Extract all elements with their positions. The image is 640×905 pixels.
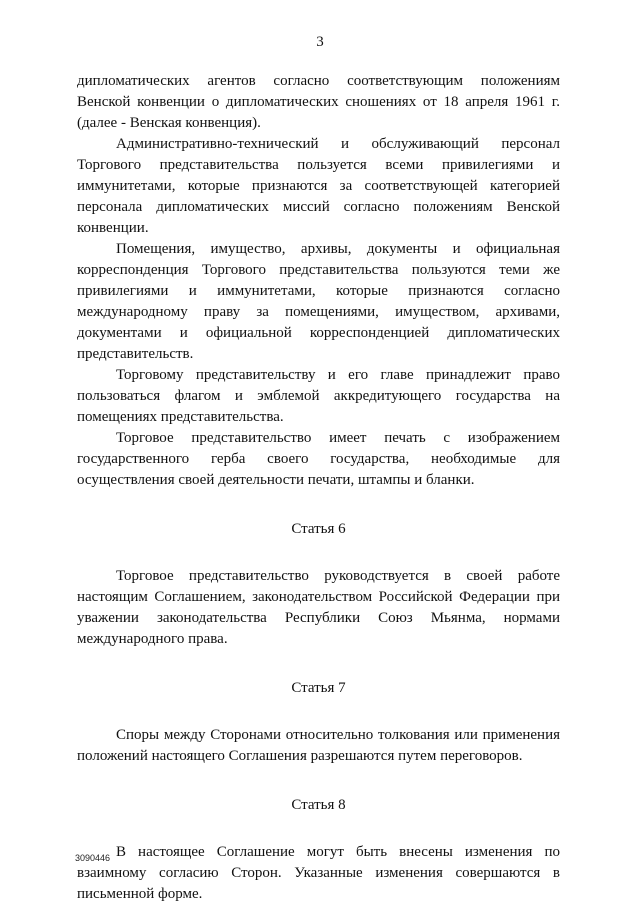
article-8-heading: Статья 8	[291, 797, 346, 813]
paragraph-premises-immunity: Помещения, имущество, архивы, документы и официальная корреспонденция Торгового представительства пользуются теми же привилегиями и иммунитетами, которые признаются согласно международному праву за помещениями, имуществом, архивами, документами и официальной корреспонденцией дипломатических представительств.	[77, 241, 560, 362]
article-7-heading: Статья 7	[291, 680, 346, 696]
article-6-heading: Статья 6	[291, 521, 346, 537]
article-8-text: В настоящее Соглашение могут быть внесены изменения по взаимному согласию Сторон. Указанные изменения совершаются в письменной форме.	[77, 844, 560, 902]
article-6-text: Торговое представительство руководствуется в своей работе настоящим Соглашением, законодательством Российской Федерации при уважении законодательства Республики Союз Мьянма, нормами международного права.	[77, 568, 560, 647]
document-code: 3090446	[75, 853, 111, 863]
document-body	[77, 71, 560, 905]
page-number: 3	[316, 34, 324, 50]
paragraph-staff-privileges: Административно-технический и обслуживающий персонал Торгового представительства пользуется всеми привилегиями и иммунитетами, которые признаются за соответствующей категорией персонала дипломатических миссий согласно положениям Венской конвенции.	[77, 136, 560, 236]
paragraph-seal: Торговое представительство имеет печать с изображением государственного герба своего государства, необходимые для осуществления своей деятельности печати, штампы и бланки.	[77, 430, 560, 488]
paragraph-continuation: дипломатических агентов согласно соответствующим положениям Венской конвенции о дипломатических сношениях от 18 апреля 1961 г. (далее - Венская конвенция).	[77, 73, 560, 131]
article-7-text: Споры между Сторонами относительно толкования или применения положений настоящего Соглашения разрешаются путем переговоров.	[77, 727, 560, 764]
paragraph-flag-emblem: Торговому представительству и его главе принадлежит право пользоваться флагом и эмблемой аккредитующего государства на помещениях представительства.	[77, 367, 560, 425]
